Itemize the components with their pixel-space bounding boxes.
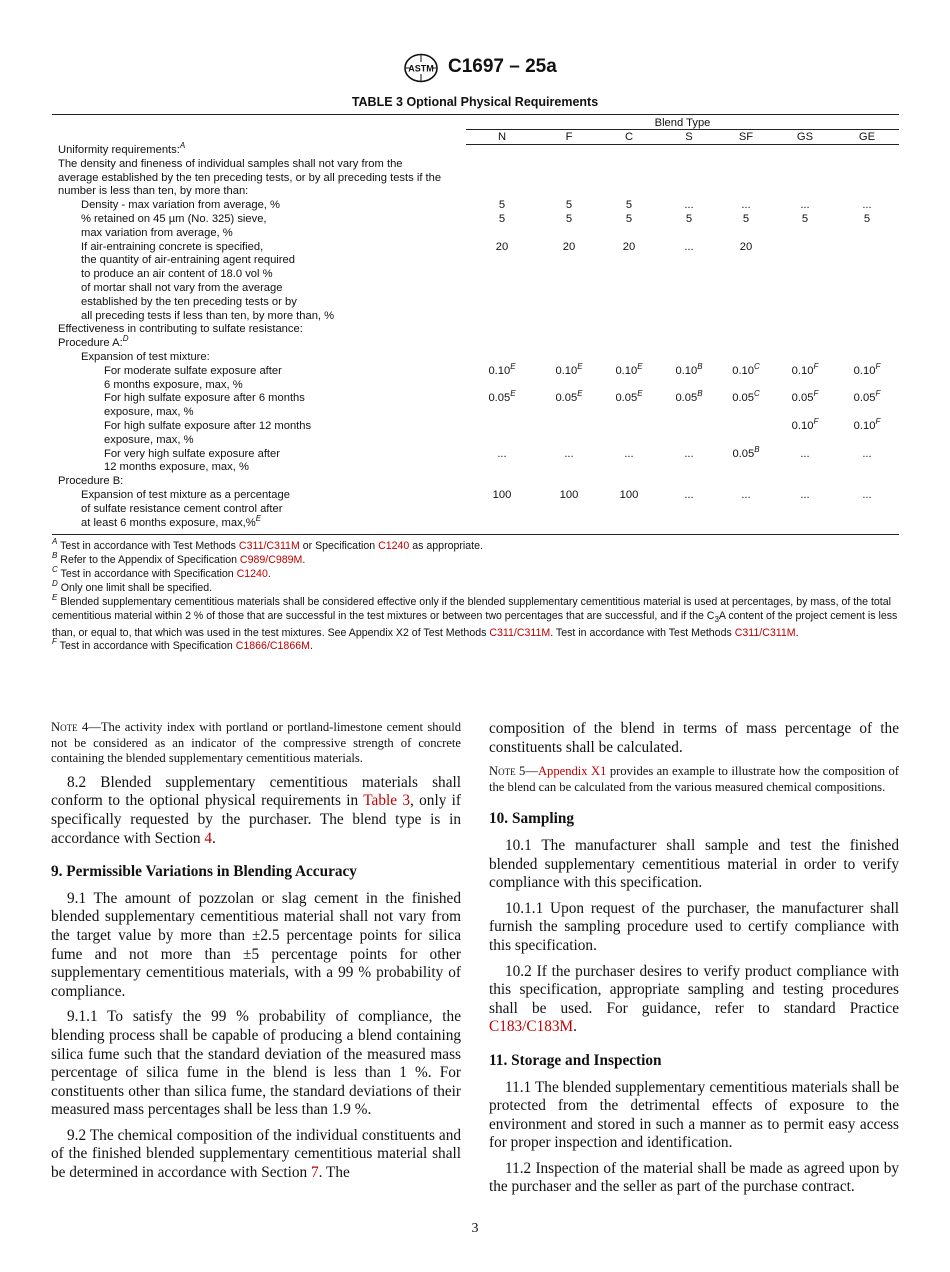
page-number: 3	[471, 1221, 479, 1236]
table-cell: $0.05^E$	[555, 389, 583, 405]
table-cell: 5	[498, 213, 506, 225]
table-cell: 20	[739, 240, 753, 253]
section-10-1-1: 10.1.1 Upon request of the purchaser, the manufacturer shall furnish the sampling procedure used to certify compliance with this specification.	[489, 899, 899, 954]
column-header: N	[497, 131, 507, 143]
row-label: to produce an air content of 18.0 vol %	[81, 268, 273, 281]
row-label: exposure, max, %	[104, 433, 194, 446]
table-cell: 100	[559, 489, 579, 501]
column-header: C	[624, 131, 634, 143]
header-bottom-rule	[466, 144, 899, 145]
table-3-link[interactable]: Table 3	[363, 792, 410, 810]
table-cell: 20	[495, 240, 509, 253]
footnote-link[interactable]: C311/C311M	[238, 540, 300, 552]
right-column	[489, 720, 899, 1204]
table-top-rule	[52, 114, 899, 115]
table-cell: 5	[863, 213, 871, 225]
row-label: The density and fineness of individual samples shall not vary from the	[58, 157, 403, 170]
table-title: TABLE 3 Optional Physical Requirements	[351, 95, 599, 109]
row-label: 12 months exposure, max, %	[104, 461, 249, 474]
table-cell: 100	[492, 489, 512, 501]
left-column	[51, 720, 461, 1190]
table-cell: ...	[862, 447, 872, 460]
section-11-2: 11.2 Inspection of the material shall be made as agreed upon by the purchaser and the seller as part of the purchase contract.	[489, 1159, 899, 1196]
table-cell: 5	[625, 213, 633, 225]
note-5: Note 5—Appendix X1 provides an example to illustrate how the composition of the blend can be calculated from the various measured chemical compositions.	[489, 764, 899, 794]
table-cell: 5	[565, 199, 573, 212]
footnote-b: $^B$ Refer to the Appendix of Specification C989/C989M.	[52, 550, 306, 566]
row-label: For high sulfate exposure after 12 months	[104, 420, 312, 432]
row-label: established by the ten preceding tests or by	[81, 295, 297, 308]
table-cell: $0.05^B$	[732, 444, 760, 460]
table-cell: $0.10^F$	[853, 361, 881, 377]
section-9-2: 9.2 The chemical composition of the individual constituents and of the finished blended supplementary cementitious material shall be determined in accordance with Section 7. The	[51, 1126, 461, 1182]
row-label: average established by the ten preceding tests, or by all preceding tests if the	[58, 171, 442, 184]
table-cell: $0.10^E$	[555, 361, 583, 377]
column-header: SF	[738, 131, 754, 143]
row-label: Expansion of test mixture:	[81, 351, 210, 363]
table-cell: ...	[684, 240, 694, 253]
section-8-2: 8.2 Blended supplementary cementitious materials shall conform to the optional physical requirements in Table 3, only if specifically requested by the purchaser. The blend type is in accordance with Section 4.	[51, 773, 462, 847]
row-label: For moderate sulfate exposure after	[104, 364, 282, 377]
table-cell: $0.10^F$	[791, 417, 819, 432]
section-10-heading: 10. Sampling	[489, 810, 575, 828]
row-label: Effectiveness in contributing to sulfate resistance:	[58, 323, 303, 336]
table-cell: ...	[862, 199, 872, 212]
footnote-link[interactable]: C1866/C1866M	[235, 640, 310, 653]
footnote-c: $^C$ Test in accordance with Specification C1240.	[52, 564, 271, 580]
section-9-1-1: 9.1.1 To satisfy the 99 % probability of compliance, the blending process shall be capable of producing a blend containing silica fume such that the standard deviation of the measured mass percentage of silica fume in the blend is less than 1 %. For constituents other than silica fume, the standard deviations of their measured mass percentages shall be less than 1.9 %.	[51, 1008, 461, 1119]
table-cell: 20	[622, 240, 636, 253]
row-label: number is less than ten, by more than:	[58, 185, 249, 198]
row-label: % retained on 45 µm (No. 325) sieve,	[81, 213, 267, 225]
row-label: Expansion of test mixture as a percentage	[81, 489, 290, 501]
footnote-link[interactable]: C311/C311M	[489, 626, 551, 639]
table-cell: ...	[684, 489, 694, 501]
table-cell: 5	[498, 199, 506, 212]
row-label: of sulfate resistance cement control after	[81, 502, 283, 515]
footnote-e: $^E$ Blended supplementary cementitious materials shall be considered effective only if the blended supplementary cementitious material is used at percentages, by mass, of the total cementitious material within 2 % of those that are successful in the test mixtures or between two percentages that are successful, and if the $C_3A$ content of the project cement is less than, or equal to, that which was used in the test mixtures. See Appendix X2 of Test Methods C311/C311M. Test in accordance with Test Methods C311/C311M.	[52, 592, 898, 639]
row-label: 6 months exposure, max, %	[104, 378, 243, 391]
table-cell: $0.05^E$	[615, 389, 643, 405]
column-header: GE	[858, 131, 876, 143]
table-cell: $0.10^E$	[488, 361, 516, 377]
astm-logo	[403, 53, 439, 83]
table-cell: ...	[564, 447, 574, 460]
table-cell: 5	[801, 213, 809, 225]
logo-text: ASTM	[408, 63, 434, 74]
row-label: of mortar shall not vary from the average	[81, 282, 283, 294]
row-label: exposure, max, %	[104, 406, 194, 419]
row-label: Procedure A:$^D$	[58, 334, 129, 350]
section-9-1: 9.1 The amount of pozzolan or slag cement in the finished blended supplementary cementitious material shall not vary from the target value by more than ±2.5 percentage points for silica fume and not more than ±5 percentage points for other supplementary cementitious materials, with a 99 % probability of compliance.	[51, 889, 461, 1000]
table-cell: 100	[619, 489, 639, 501]
table-cell: $0.10^E$	[615, 361, 643, 377]
row-label: If air-entraining concrete is specified,	[81, 240, 264, 253]
section-10-1: 10.1 The manufacturer shall sample and test the finished blended supplementary cementitious material in order to verify compliance with this specification.	[489, 836, 899, 892]
row-label: Density - max variation from average, %	[81, 199, 280, 212]
table-cell: $0.10^C$	[732, 361, 760, 377]
table-cell: $0.05^F$	[791, 389, 819, 405]
section-7-link[interactable]: 7	[310, 1164, 319, 1182]
table-cell: $0.10^B$	[675, 361, 703, 377]
appendix-x1-link[interactable]: Appendix X1	[537, 764, 607, 779]
row-label: For very high sulfate exposure after	[104, 447, 280, 460]
blend-type-rule	[466, 129, 899, 130]
row-label: Uniformity requirements:$^A$	[58, 141, 186, 156]
table-cell: ...	[862, 489, 872, 501]
practice-c183-link[interactable]: C183/C183M	[489, 1018, 574, 1036]
footnote-a: $^A$ Test in accordance with Test Methods C311/C311M or Specification C1240 as appropriate.	[52, 537, 483, 552]
section-11-1: 11.1 The blended supplementary cementitious materials shall be protected from the detrimental effects of exposure to the environment and stored in such a manner as to permit easy access for proper inspection and identification.	[489, 1078, 899, 1152]
footnote-link[interactable]: C311/C311M	[734, 626, 796, 639]
table-cell: ...	[741, 199, 751, 212]
row-label: at least 6 months exposure, max,%$^E$	[81, 513, 262, 529]
table-cell: ...	[800, 489, 810, 501]
section-4-link[interactable]: 4	[204, 829, 212, 847]
table-cell: $0.10^F$	[791, 361, 819, 377]
table-bottom-rule	[52, 534, 899, 535]
row-label: the quantity of air-entraining agent required	[81, 254, 295, 267]
table-cell: ...	[624, 447, 634, 460]
section-9-2-continued: composition of the blend in terms of mass percentage of the constituents shall be calculated.	[489, 720, 899, 756]
column-header: GS	[796, 131, 814, 143]
row-label: For high sulfate exposure after 6 months	[104, 392, 305, 405]
table-cell: 20	[562, 240, 576, 253]
footnote-link[interactable]: C1240	[378, 540, 410, 552]
table-cell: ...	[800, 447, 810, 460]
column-header: F	[565, 131, 573, 143]
footnote-f: $^F$ Test in accordance with Specification C1866/C1866M.	[52, 637, 313, 653]
table-cell: ...	[684, 447, 694, 460]
table-cell: $0.05^C$	[732, 389, 760, 405]
blend-type-header: Blend Type	[654, 117, 711, 129]
footnote-d: $^D$ Only one limit shall be specified.	[52, 578, 213, 594]
footnote-link[interactable]: C1240	[236, 567, 268, 580]
table-cell: $0.05^E$	[488, 389, 516, 405]
row-label: max variation from average, %	[81, 226, 233, 239]
section-11-heading: 11. Storage and Inspection	[489, 1051, 662, 1069]
standard-designation: C1697 – 25a	[448, 56, 557, 77]
table-cell: $0.05^B$	[675, 389, 703, 405]
table-cell: ...	[800, 199, 810, 212]
note-4: Note 4—The activity index with portland or portland-limestone cement should not be considered as an indicator of the compressive strength of concrete containing the blended supplementary cementitious materials.	[51, 720, 461, 766]
table-cell: $0.10^F$	[853, 417, 881, 432]
row-label: all preceding tests if less than ten, by more than, %	[81, 309, 335, 322]
section-9-heading: 9. Permissible Variations in Blending Accuracy	[51, 863, 357, 881]
column-header: S	[685, 131, 693, 143]
page-header	[0, 50, 950, 86]
table-footnotes	[52, 537, 902, 654]
table-cell: ...	[741, 489, 751, 501]
table-cell: ...	[684, 199, 694, 212]
table-cell: 5	[625, 199, 633, 212]
table-cell: 5	[742, 213, 750, 225]
row-label: Procedure B:	[58, 475, 124, 488]
table-cell: 5	[565, 213, 573, 225]
table-cell: ...	[497, 447, 507, 460]
table-cell: $0.05^F$	[853, 389, 881, 405]
section-10-2: 10.2 If the purchaser desires to verify product compliance with this specification, appropriate sampling and testing procedures shall be used. For guidance, refer to standard Practice C183/C183M.	[489, 962, 899, 1036]
table-cell: 5	[685, 213, 693, 225]
footnote-link[interactable]: C989/C989M	[239, 553, 303, 566]
